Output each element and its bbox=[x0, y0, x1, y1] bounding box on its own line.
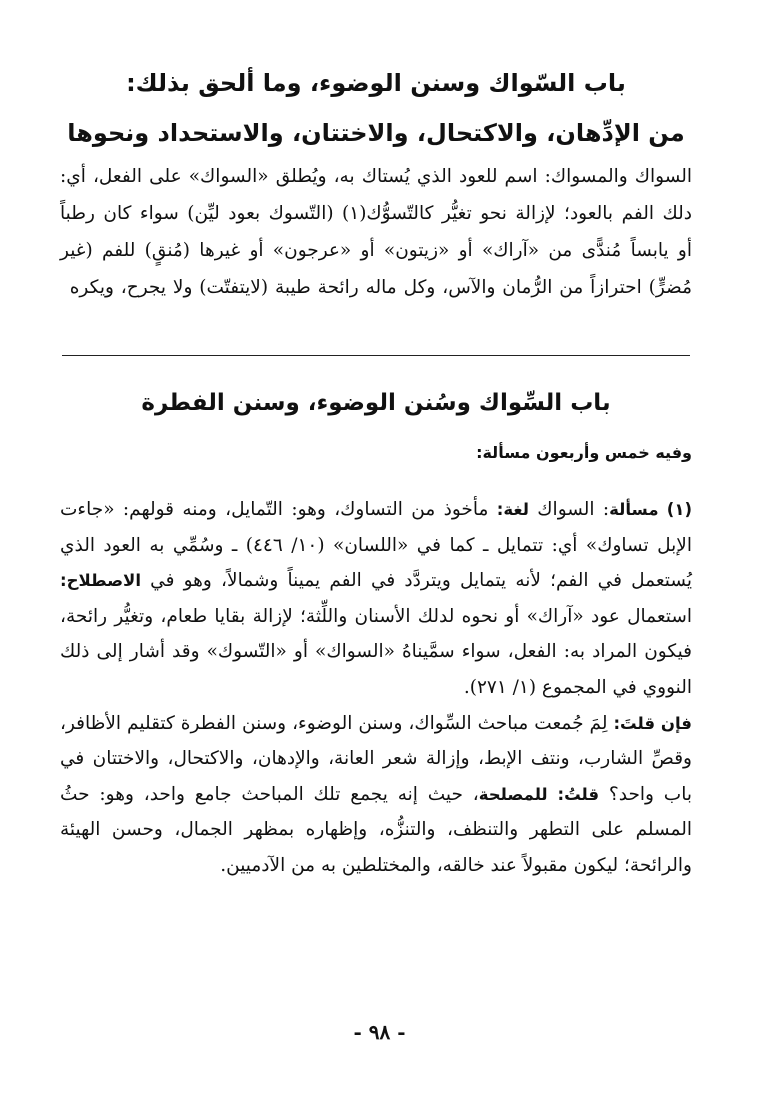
issue-1-text-b: مأخوذ من التساوك، وهو: التّمايل، ومنه قولهم: «جاءت الإبل تساوك» أي: تتمايل ـ كما في «اللسان» (١٠/ ٤٤٦) ـ وسُمِّي به العود الذي يُستعمل في الفم؛ لأنه يتمايل ويتردَّد في الفم يميناً وشمالاً، وهو في bbox=[60, 499, 692, 592]
matn-title-line-2: من الإدِّهان، والاكتحال، والاختتان، والاستحداد ونحوها bbox=[67, 119, 685, 147]
answer-lead: قلتُ: bbox=[557, 784, 600, 804]
matn-text: السواك والمسواك: اسم للعود الذي يُستاك به، ويُطلق «السواك» على الفعل، أي: دلك الفم بالعود؛ لإزالة نحو تغيُّر كالتّسوُّك(١) (التّسوك بعود ليِّن) سواء كان رطباً أو يابساً مُندًّى من «آراك» أو «زيتون» أو «عرجون» أو غيرها (مُنقٍ) للفم (غير مُضرٍّ) احترازاً من الرُّمان والآس، وكل ماله رائحة طيبة (لايتفتّت) ولا يجرح، ويكره bbox=[60, 166, 692, 298]
answer-text: ، حيث إنه يجمع تلك المباحث جامع واحد، وهو: حثُ المسلم على التطهر والتنظف، والتنزُّه، وإظهاره بمظهر الجمال، وحسن الهيئة والرائحة؛ ليكون مقبولاً عند خالقه، والمختلطين به من الآدميين. bbox=[60, 783, 692, 876]
issue-1-paragraph bbox=[60, 492, 692, 706]
question-paragraph bbox=[60, 706, 692, 884]
sharh-intro: وفيه خمس وأربعون مسألة: bbox=[476, 443, 692, 462]
matn-title-line-1: باب السّواك وسنن الوضوء، وما ألحق بذلك: bbox=[126, 69, 626, 97]
issue-1-text-c: استعمال عود «آراك» أو نحوه لدلك الأسنان واللِّثة؛ لإزالة بقايا طعام، وتغيُّر رائحة، فيكون المراد به: الفعل، سواء سمَّيناهُ «السواك» أو «التّسوك» وقد أشار إلى ذلك النووي في المجموع (١/ ٢٧١). bbox=[60, 605, 692, 698]
question-lead: فإن قلتَ: bbox=[613, 713, 692, 733]
issue-1-lead: (١) مسألة bbox=[609, 500, 692, 519]
sharh-title: باب السِّواك وسُنن الوضوء، وسنن الفطرة bbox=[141, 390, 611, 416]
issue-1-text-a: : السواك bbox=[528, 499, 610, 520]
matn-section bbox=[60, 58, 692, 306]
sharh-section bbox=[60, 378, 692, 884]
page-number: - ٩٨ - bbox=[353, 1020, 406, 1044]
answer-keyword: للمصلحة bbox=[478, 784, 548, 804]
term-istilah: الاصطلاح: bbox=[60, 571, 141, 591]
question-text: لِمَ جُمعت مباحث السِّواك، وسنن الوضوء، وسنن الفطرة كتقليم الأظافر، وقصِّ الشارب، ونتف الإبط، وإزالة شعر العانة، والإدهان، والاكتحال، والاختتان في باب واحد؟ bbox=[60, 712, 692, 805]
section-divider bbox=[62, 355, 690, 356]
term-lugha: لغة: bbox=[496, 500, 529, 519]
